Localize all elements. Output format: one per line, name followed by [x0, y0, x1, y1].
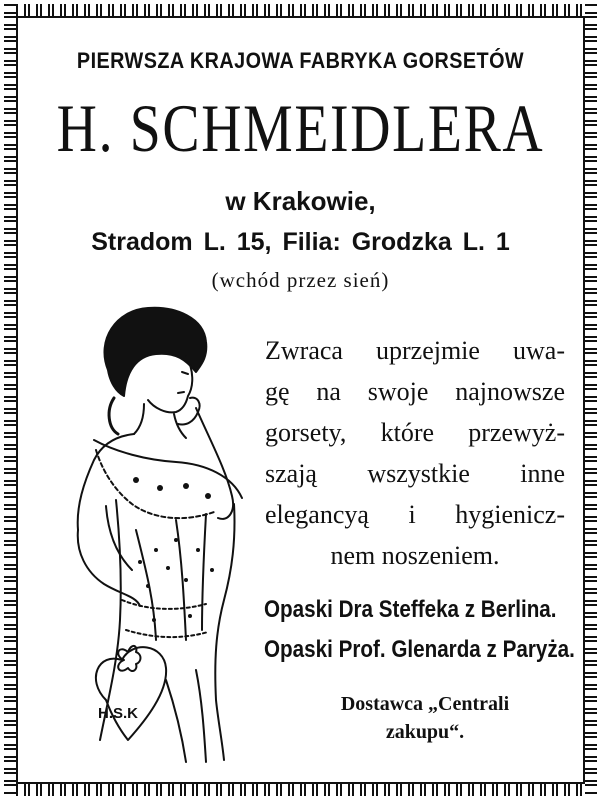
company-name: H. SCHMEIDLERA	[56, 90, 545, 166]
factory-subtitle: PIERWSZA KRAJOWA FABRYKA GORSETÓW	[76, 48, 525, 73]
body-line: elegancyą i hygienicz-	[265, 500, 565, 529]
band-item: Opaski Dra Steffeka z Berlina.	[264, 596, 557, 623]
body-line: gorsety, które przewyż-	[265, 418, 565, 447]
supplier-line: Dostawca „Centrali	[340, 693, 510, 715]
corset-woman-illustration-icon	[36, 300, 276, 772]
border-right	[585, 4, 597, 796]
supplier-line: zakupu“.	[385, 721, 465, 743]
body-line: gę na swoje najnowsze	[265, 377, 565, 406]
border-top	[4, 4, 597, 16]
border-left	[4, 4, 16, 796]
body-line: Zwraca uprzejmie uwa-	[265, 336, 565, 365]
bands-list	[264, 590, 575, 670]
advertisement-body	[265, 330, 565, 576]
border-bottom	[4, 784, 597, 796]
body-line: nem noszeniem.	[330, 541, 500, 570]
body-line: szają wszystkie inne	[265, 459, 565, 488]
city-line: w Krakowie,	[225, 186, 376, 216]
address-line: Stradom L. 15, Filia: Grodzka L. 1	[91, 228, 510, 256]
entrance-note: (wchód przez sień)	[211, 268, 390, 292]
band-item: Opaski Prof. Glenarda z Paryża.	[264, 636, 575, 663]
monogram-label: H.S.K	[97, 705, 138, 722]
supplier-note	[290, 690, 560, 746]
